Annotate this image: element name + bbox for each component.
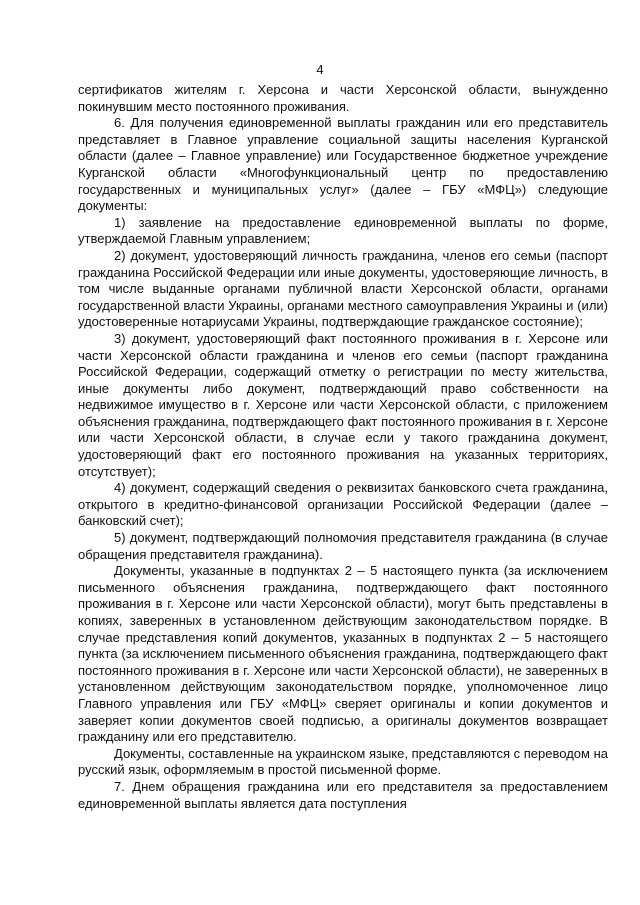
paragraph-item-7: 7. Днем обращения гражданина или его представителя за предоставлением единовременной выплаты является дата поступления	[78, 778, 608, 811]
subitem-3: 3) документ, удостоверяющий факт постоянного проживания в г. Херсоне или части Херсонской области гражданина и членов его семьи (паспорт гражданина Российской Федерации, содержащий отметку о регистрации по месту жительства, иные документы либо документ, подтверждающий право собственности на недвижимое имущество в г. Херсоне или части Херсонской области, с приложением объяснения гражданина, подтверждающего факт постоянного проживания в г. Херсоне или части Херсонской области, в случае если у такого гражданина документ, удостоверяющий факт его постоянного проживания на указанных территориях, отсутствует);	[78, 330, 608, 479]
subitem-4: 4) документ, содержащий сведения о реквизитах банковского счета гражданина, открытого в кредитно-финансовой организации Российской Федерации (далее – банковский счет);	[78, 480, 608, 529]
document-body	[78, 82, 608, 812]
paragraph-copies: Документы, указанные в подпунктах 2 – 5 настоящего пункта (за исключением письменного объяснения гражданина, подтверждающего факт постоянного проживания в г. Херсоне или части Херсонской области), могут быть представлены в копиях, заверенных в установленном действующим законодательством порядке. В случае представления копий документов, указанных в подпунктах 2 – 5 настоящего пункта (за исключением письменного объяснения гражданина, подтверждающего факт постоянного проживания в г. Херсоне или части Херсонской области), не заверенных в установленном действующим законодательством порядке, уполномоченное лицо Главного управления или ГБУ «МФЦ» сверяет оригиналы и копии документов и заверяет копии документов своей подписью, а оригиналы документов возвращает гражданину или его представителю.	[78, 563, 608, 745]
page-number: 4	[316, 62, 324, 77]
subitem-2: 2) документ, удостоверяющий личность гражданина, членов его семьи (паспорт гражданина Российской Федерации или иные документы, удостоверяющие личность, в том числе выданные органами публичной власти Херсонской области, органами государственной власти Украины, органами местного самоуправления Украины и (или) удостоверенные нотариусами Украины, подтверждающие гражданское состояние);	[78, 247, 608, 330]
paragraph-translation: Документы, составленные на украинском языке, представляются с переводом на русский язык, оформляемым в простой письменной форме.	[78, 745, 608, 778]
paragraph-continuation: сертификатов жителям г. Херсона и части Херсонской области, вынужденно покинувшим место постоянного проживания.	[78, 82, 608, 114]
subitem-1: 1) заявление на предоставление единовременной выплаты по форме, утверждаемой Главным управлением;	[78, 214, 608, 247]
paragraph-item-6: 6. Для получения единовременной выплаты гражданин или его представитель представляет в Главное управление социальной защиты населения Курганской области (далее – Главное управление) или Государственное бюджетное учреждение Курганской области «Многофункциональный центр по предоставлению государственных и муниципальных услуг» (далее – ГБУ «МФЦ») следующие документы:	[78, 115, 608, 214]
subitem-5: 5) документ, подтверждающий полномочия представителя гражданина (в случае обращения представителя гражданина).	[78, 530, 608, 562]
